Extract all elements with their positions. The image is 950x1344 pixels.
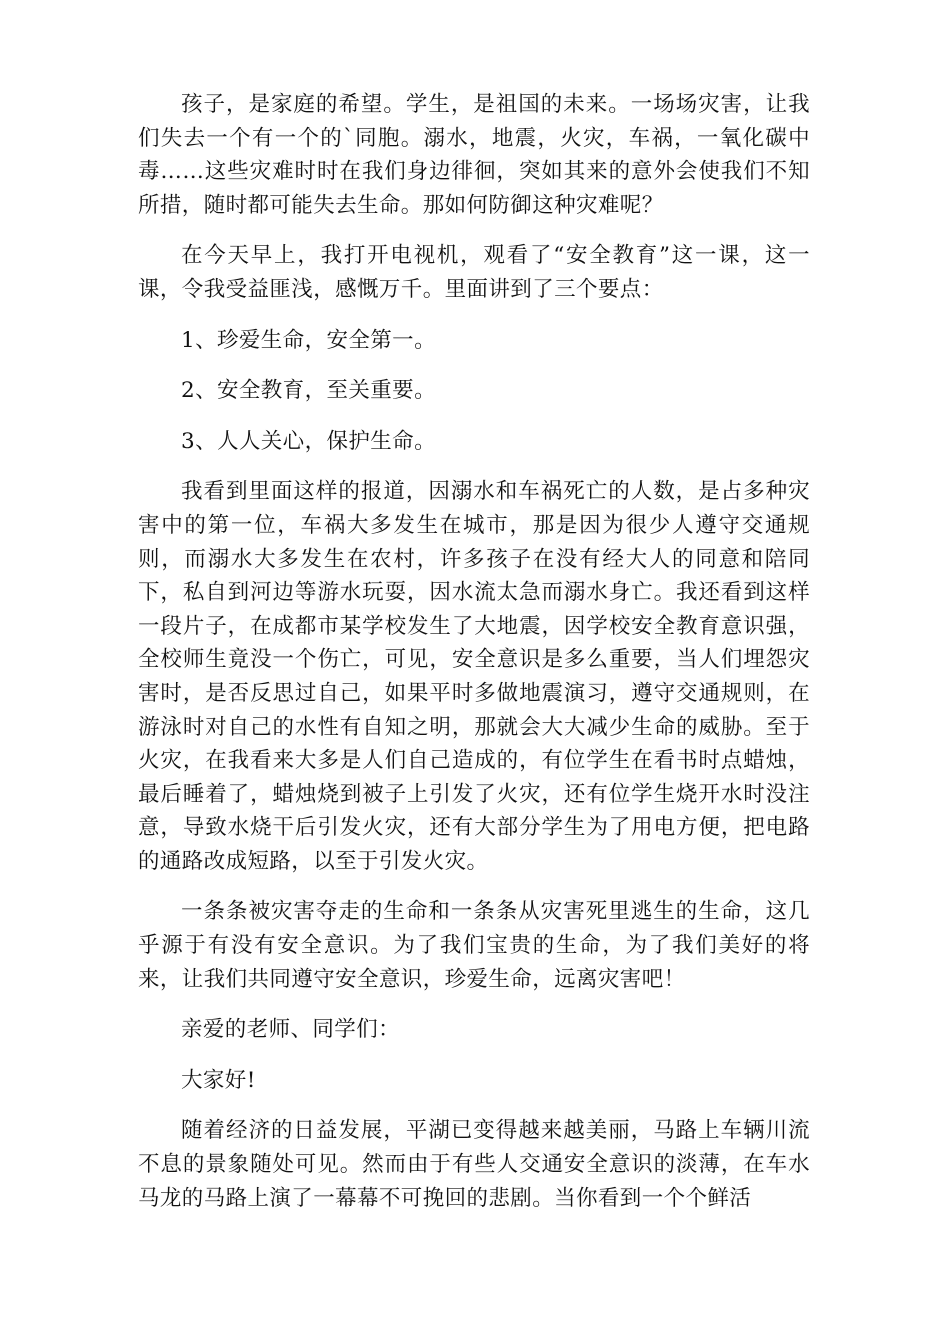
paragraph-salutation: 亲爱的老师、同学们： xyxy=(181,1017,401,1043)
paragraph-traffic: 随着经济的日益发展，平湖已变得越来越美丽，马路上车辆川流不息的景象随处可见。然而由于有些人交通安全意识的淡薄，在车水马龙的马路上演了一幕幕不可挽回的悲剧。当你看到一个个鲜活 xyxy=(138,1118,810,1211)
list-item-point-1: 1、珍爱生命，安全第一。 xyxy=(181,327,436,353)
paragraph-tv-lesson: 在今天早上，我打开电视机，观看了“安全教育”这一课，这一课，令我受益匪浅，感慨万千。里面讲到了三个要点： xyxy=(138,243,810,302)
paragraph-conclusion: 一条条被灾害夺走的生命和一条条从灾害死里逃生的生命，这几乎源于有没有安全意识。为了我们宝贵的生命，为了我们美好的将来，让我们共同遵守安全意识，珍爱生命，远离灾害吧！ xyxy=(138,899,810,992)
paragraph-greeting: 大家好! xyxy=(181,1067,256,1093)
list-item-point-3: 3、人人关心，保护生命。 xyxy=(181,428,436,454)
list-item-point-2: 2、安全教育，至关重要。 xyxy=(181,378,436,404)
document-body xyxy=(138,88,810,1232)
paragraph-report: 我看到里面这样的报道，因溺水和车祸死亡的人数，是占多种灾害中的第一位，车祸大多发生在城市，那是因为很少人遵守交通规则，而溺水大多发生在农村，许多孩子在没有经大人的同意和陪同下，私自到河边等游水玩耍，因水流太急而溺水身亡。我还看到这样一段片子，在成都市某学校发生了大地震，因学校安全教育意识强，全校师生竟没一个伤亡，可见，安全意识是多么重要，当人们埋怨灾害时，是否反思过自己，如果平时多做地震演习，遵守交通规则，在游泳时对自己的水性有自知之明，那就会大大减少生命的威胁。至于火灾，在我看来大多是人们自己造成的，有位学生在看书时点蜡烛，最后睡着了，蜡烛烧到被子上引发了火灾，还有位学生烧开水时没注意，导致水烧干后引发火灾，还有大部分学生为了用电方便，把电路的通路改成短路，以至于引发火灾。 xyxy=(138,479,810,874)
paragraph-intro: 孩子，是家庭的希望。学生，是祖国的未来。一场场灾害，让我们失去一个有一个的`同胞。溺水，地震，火灾，车祸，一氧化碳中毒……这些灾难时时在我们身边徘徊，突如其来的意外会使我们不知所措，随时都可能失去生命。那如何防御这种灾难呢？ xyxy=(138,92,810,218)
